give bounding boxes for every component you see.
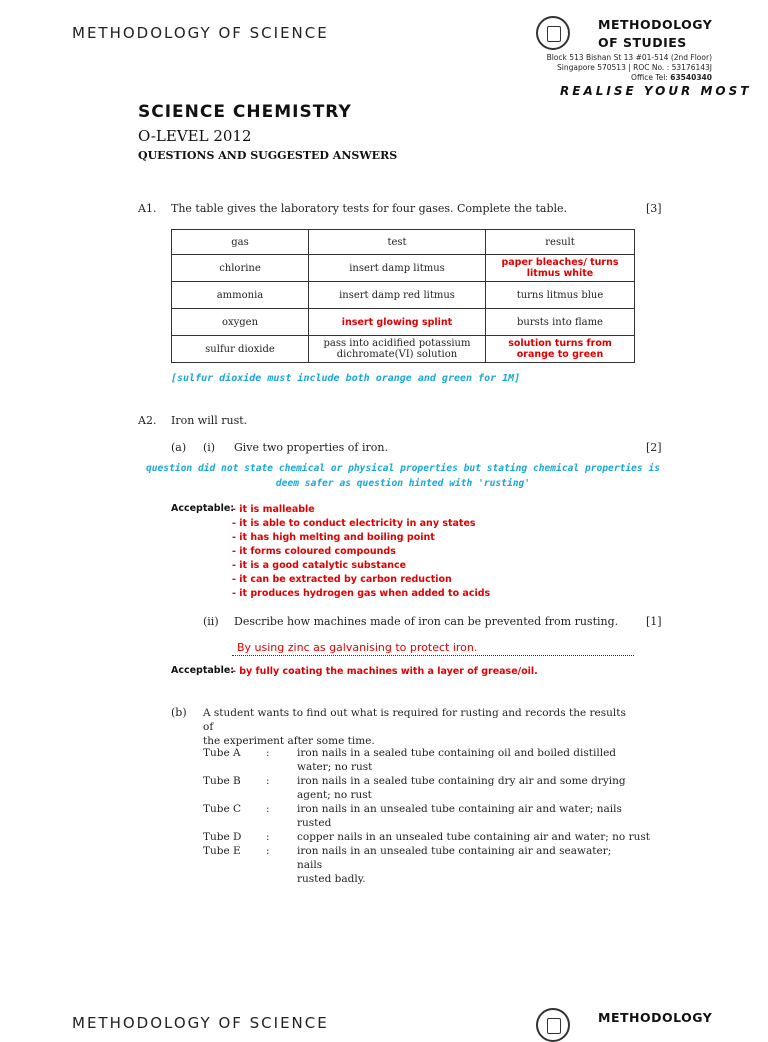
tube-sep: : [266, 775, 270, 787]
office-tel: Office Tel: 63540340 [631, 73, 712, 82]
a1-note: [sulfur dioxide must include both orange and green for 1M] [171, 373, 521, 384]
footer-logo-icon [536, 1008, 570, 1042]
brand-line1: METHODOLOGY [598, 17, 713, 32]
cell-gas: chlorine [172, 255, 309, 282]
ii-acceptable-label: Acceptable: [171, 665, 235, 676]
a2-ii-label: (ii) [203, 615, 219, 628]
ii-acceptable-answer: - by fully coating the machines with a layer of grease/oil. [232, 666, 538, 677]
a2-a-label: (a) [171, 441, 187, 454]
answer-line [232, 655, 634, 656]
tube-name: Tube B [203, 775, 241, 787]
a2-i-label: (i) [203, 441, 216, 454]
tube-list [203, 746, 650, 885]
a2-b-label: (b) [171, 706, 187, 719]
address-block [547, 53, 712, 83]
tube-name: Tube E [203, 845, 241, 857]
cell-result: bursts into flame [486, 309, 635, 336]
a2-ii-marks: [1] [646, 615, 662, 628]
list-item [203, 830, 650, 844]
tube-sep: : [266, 845, 270, 857]
acceptable-item: - it forms coloured compounds [232, 546, 396, 557]
logo-icon [536, 16, 570, 50]
list-item [203, 746, 635, 774]
footer-title: METHODOLOGY OF SCIENCE [72, 1014, 329, 1032]
b-text-line1: A student wants to find out what is required for rusting and records the results of [203, 707, 626, 733]
a2-ii-answer: By using zinc as galvanising to protect iron. [237, 641, 478, 654]
cell-gas: oxygen [172, 309, 309, 336]
list-item [203, 802, 635, 830]
acceptable-item: - it produces hydrogen gas when added to acids [232, 588, 491, 599]
a1-question: The table gives the laboratory tests for four gases. Complete the table. [171, 202, 568, 215]
tube-name: Tube A [203, 747, 241, 759]
acceptable-item: - it is malleable [232, 504, 315, 515]
a1-number: A1. [138, 202, 157, 215]
a2-i-question: Give two properties of iron. [234, 441, 388, 454]
footer-brand: METHODOLOGY [598, 1010, 713, 1025]
header-test: test [309, 230, 486, 255]
a2-note [138, 461, 668, 491]
tube-desc: iron nails in a sealed tube containing dry air and some drying agent; no rust [297, 775, 626, 801]
tube-sep: : [266, 747, 270, 759]
table-row [172, 336, 635, 363]
a2-note-line1: question did not state chemical or physical properties but stating chemical properties is [145, 463, 661, 474]
table-row [172, 309, 635, 336]
a2-b-text [203, 706, 635, 748]
tube-name: Tube C [203, 803, 242, 815]
address-line2: Singapore 570513 | ROC No. : 53176143J [556, 63, 712, 72]
cell-gas: sulfur dioxide [172, 336, 309, 363]
cell-test: pass into acidified potassium dichromate(VI) solution [309, 336, 486, 363]
acceptable-item: - it has high melting and boiling point [232, 532, 435, 543]
a2-i-marks: [2] [646, 441, 662, 454]
address-line1: Block 513 Bishan St 13 #01-514 (2nd Floor) [546, 53, 712, 62]
cell-result-answer: paper bleaches/ turns litmus white [486, 255, 635, 282]
acceptable-item: - it can be extracted by carbon reduction [232, 574, 452, 585]
acceptable-label: Acceptable: [171, 503, 235, 514]
cell-result: turns litmus blue [486, 282, 635, 309]
tube-name: Tube D [203, 831, 242, 843]
a2-number: A2. [138, 414, 157, 427]
tube-sep: : [266, 803, 270, 815]
slogan: REALISE YOUR MOST [560, 84, 752, 98]
b-text-line2: the experiment after some time. [203, 735, 375, 747]
tube-sep: : [266, 831, 270, 843]
table-header-row [172, 230, 635, 255]
a2-note-line2: deem safer as question hinted with 'rusting' [275, 478, 531, 489]
table-row [172, 255, 635, 282]
acceptable-item: - it is a good catalytic substance [232, 560, 407, 571]
table-row [172, 282, 635, 309]
header-title: METHODOLOGY OF SCIENCE [72, 24, 329, 42]
header-result: result [486, 230, 635, 255]
cell-test-answer: insert glowing splint [309, 309, 486, 336]
list-item [203, 844, 635, 885]
a1-marks: [3] [646, 202, 662, 215]
brand-line2: OF STUDIES [598, 35, 687, 50]
a2-intro: Iron will rust. [171, 414, 248, 427]
cell-gas: ammonia [172, 282, 309, 309]
tube-desc: iron nails in a sealed tube containing oil and boiled distilled water; no rust [297, 747, 616, 773]
a2-ii-question: Describe how machines made of iron can be prevented from rusting. [234, 615, 619, 628]
cell-test: insert damp red litmus [309, 282, 486, 309]
header-gas: gas [172, 230, 309, 255]
cell-result-answer: solution turns from orange to green [486, 336, 635, 363]
tube-desc: iron nails in an unsealed tube containing air and seawater; nails rusted badly. [297, 845, 612, 885]
doc-level: O-LEVEL 2012 [138, 127, 252, 145]
tube-desc: copper nails in an unsealed tube containing air and water; no rust [297, 831, 650, 843]
tube-desc: iron nails in an unsealed tube containing air and water; nails rusted [297, 803, 622, 829]
doc-title: SCIENCE CHEMISTRY [138, 102, 352, 122]
doc-subtitle: QUESTIONS AND SUGGESTED ANSWERS [138, 149, 398, 162]
cell-test: insert damp litmus [309, 255, 486, 282]
acceptable-item: - it is able to conduct electricity in any states [232, 518, 476, 529]
gas-test-table [171, 229, 635, 363]
list-item [203, 774, 635, 802]
acceptable-list [232, 503, 490, 601]
